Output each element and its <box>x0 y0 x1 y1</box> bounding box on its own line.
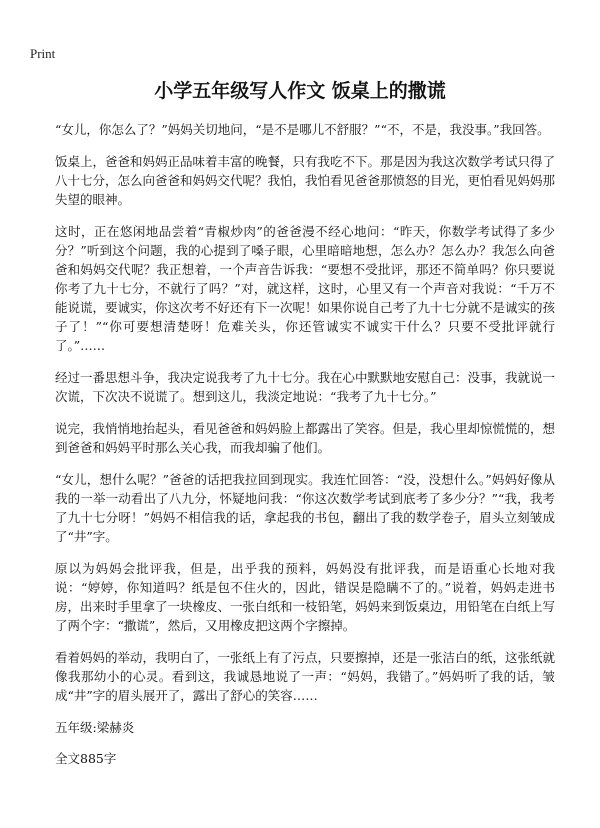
article-body <box>55 120 555 780</box>
paragraph: 说完，我悄悄地抬起头，看见爸爸和妈妈脸上都露出了笑容。但是，我心里却惊慌慌的，想到爸爸和妈妈平时那么关心我，而我却骗了他们。 <box>55 421 556 455</box>
print-link[interactable]: Print <box>30 46 56 61</box>
paragraph: 饭桌上，爸爸和妈妈正品味着丰富的晚餐，只有我吃不下。那是因为我这次数学考试只得了八十七分，怎么向爸爸和妈妈交代呢？我怕，我怕看见爸爸那愤怒的目光，更怕看见妈妈那失望的眼神。 <box>55 154 556 207</box>
paragraph: 原以为妈妈会批评我，但是，出乎我的预料，妈妈没有批评我，而是语重心长地对我说：“婷婷，你知道吗？纸是包不住火的，因此，错误是隐瞒不了的。”说着，妈妈走进书房，出来时手里拿了一块橡皮、一张白纸和一枝铅笔，妈妈来到饭桌边，用铅笔在白纸上写了两个字：“撒谎”，然后，又用橡皮把这两个字擦掉。 <box>55 561 556 633</box>
word-count: 全文885字 <box>55 751 117 766</box>
paragraph: 这时，正在悠闲地品尝着“青椒炒肉”的爸爸漫不经心地问：“昨天，你数学考试得了多少分？”听到这个问题，我的心提到了嗓子眼，心里暗暗地想，怎么办？怎么办？我怎么向爸爸和妈妈交代呢？我正想着，一个声音告诉我：“要想不受批评，那还不简单吗？你只要说你考了九十七分，不就行了吗？”对，就这样，这时，心里又有一个声音对我说：“千万不能说谎，要诚实，你这次考不好还有下一次呢！如果你说自己考了九十七分就不是诚实的孩子了！”“你可要想清楚呀！危难关头，你还管诚实不诚实干什么？只要不受批评就行了。”…… <box>55 224 556 353</box>
paragraph: 看着妈妈的举动，我明白了，一张纸上有了污点，只要擦掉，还是一张洁白的纸，这张纸就像我那幼小的心灵。看到这，我诚恳地说了一声：“妈妈，我错了。”妈妈听了我的话，皱成“井”字的眉头展开了，露出了舒心的笑容…… <box>55 650 556 703</box>
author-line: 五年级:梁赫炎 <box>55 720 135 735</box>
paragraph: “女儿，想什么呢？”爸爸的话把我拉回到现实。我连忙回答：“没，没想什么。”妈妈好像从我的一举一动看出了八九分，怀疑地问我：“你这次数学考试到底考了多少分？”“我，我考了九十七分呀！”妈妈不相信我的话，拿起我的书包，翻出了我的数学卷子，眉头立刻皱成了“井”字。 <box>55 472 555 544</box>
paragraph: “女儿，你怎么了？”妈妈关切地问，“是不是哪儿不舒服？”“不，不是，我没事。”我回答。 <box>55 122 550 137</box>
paragraph: 经过一番思想斗争，我决定说我考了九十七分。我在心中默默地安慰自己：没事，我就说一次谎，下次决不说谎了。想到这儿，我淡定地说：“我考了九十七分。” <box>55 370 556 404</box>
page-title: 小学五年级写人作文 饭桌上的撒谎 <box>154 80 446 102</box>
